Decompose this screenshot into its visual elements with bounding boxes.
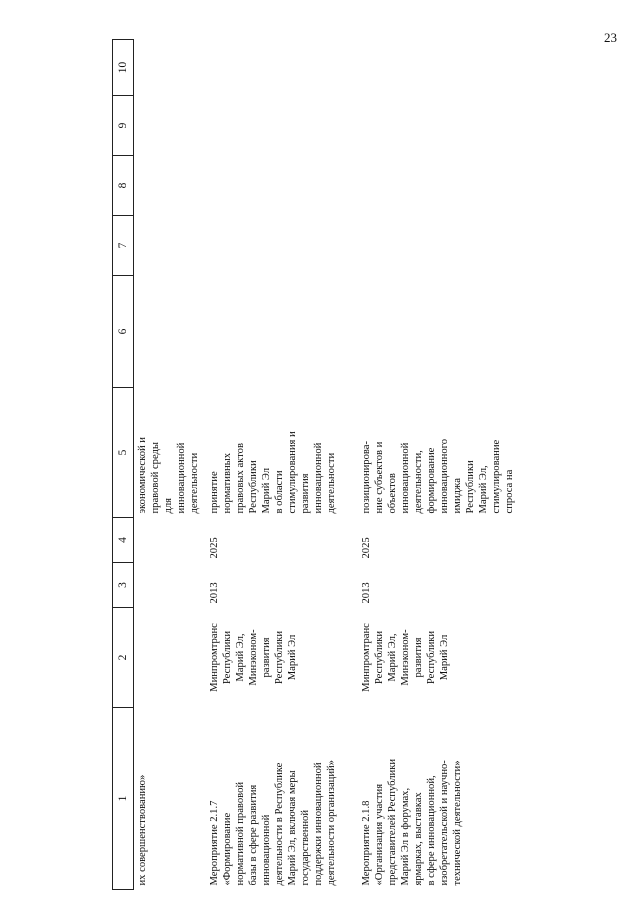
empty-cell xyxy=(134,216,207,276)
expected-result-cell: экономической и правовой среды для инновационной деятельности xyxy=(137,437,200,514)
empty-cell xyxy=(134,156,207,216)
empty-cell xyxy=(134,96,207,156)
empty-cell xyxy=(358,156,520,216)
empty-cell xyxy=(358,216,520,276)
empty-cell xyxy=(206,276,358,388)
end-year-cell: 2025 xyxy=(209,537,220,559)
measure-name-cell: Мероприятие 2.1.7 «Формирование нормативной правовой базы в сфере развития инновационной деятельности в Республике Марий Эл, включая меры государственной поддержки инновационной деятельности организаций» xyxy=(209,760,337,886)
end-year-cell xyxy=(134,518,207,563)
header-cell-3: 3 xyxy=(113,563,134,608)
table-row xyxy=(358,40,520,890)
header-cell-7: 7 xyxy=(113,216,134,276)
header-cell-2: 2 xyxy=(113,608,134,708)
empty-cell xyxy=(206,156,358,216)
start-year-cell: 2013 xyxy=(361,582,372,604)
empty-cell xyxy=(358,40,520,96)
executor-cell xyxy=(134,608,207,708)
header-row xyxy=(113,40,134,890)
header-cell-4: 4 xyxy=(113,518,134,563)
executor-cell: Минпромтранс Республики Марий Эл, Минэконом- развития Республики Марий Эл xyxy=(209,623,298,692)
expected-result-cell: принятие нормативных правовых актов Республики Марий Эл в области стимулирования и развития инновационной деятельности xyxy=(209,431,337,514)
header-cell-6: 6 xyxy=(113,276,134,388)
header-cell-5: 5 xyxy=(113,388,134,518)
measure-name-cell: Мероприятие 2.1.8 «Организация участия представителей Республики Марий Эл в форумах, ярмарках, выставках в сфере инновационной, изобретательской и научно- технической деятельности» xyxy=(361,758,463,886)
empty-cell xyxy=(206,40,358,96)
measure-name-cell: их совершенствованию» xyxy=(137,774,148,886)
empty-cell xyxy=(134,40,207,96)
header-cell-8: 8 xyxy=(113,156,134,216)
executor-cell: Минпромтранс Республики Марий Эл, Минэконом- развития Республики Марий Эл xyxy=(361,623,450,692)
measures-table xyxy=(112,39,520,890)
table-row xyxy=(134,40,207,890)
empty-cell xyxy=(206,216,358,276)
header-cell-10: 10 xyxy=(113,40,134,96)
empty-cell xyxy=(358,276,520,388)
header-cell-9: 9 xyxy=(113,96,134,156)
start-year-cell xyxy=(134,563,207,608)
header-cell-1: 1 xyxy=(113,708,134,890)
expected-result-cell: позиционирова- ние субъектов и объектов инновационной деятельности, формирование инновационного имиджа Республики Марий Эл, стимулирование спроса на xyxy=(361,438,515,514)
table-row xyxy=(206,40,358,890)
page-number: 23 xyxy=(604,30,617,45)
empty-cell xyxy=(134,276,207,388)
end-year-cell: 2025 xyxy=(361,537,372,559)
start-year-cell: 2013 xyxy=(209,582,220,604)
empty-cell xyxy=(358,96,520,156)
rotated-table-container xyxy=(112,40,632,890)
empty-cell xyxy=(206,96,358,156)
